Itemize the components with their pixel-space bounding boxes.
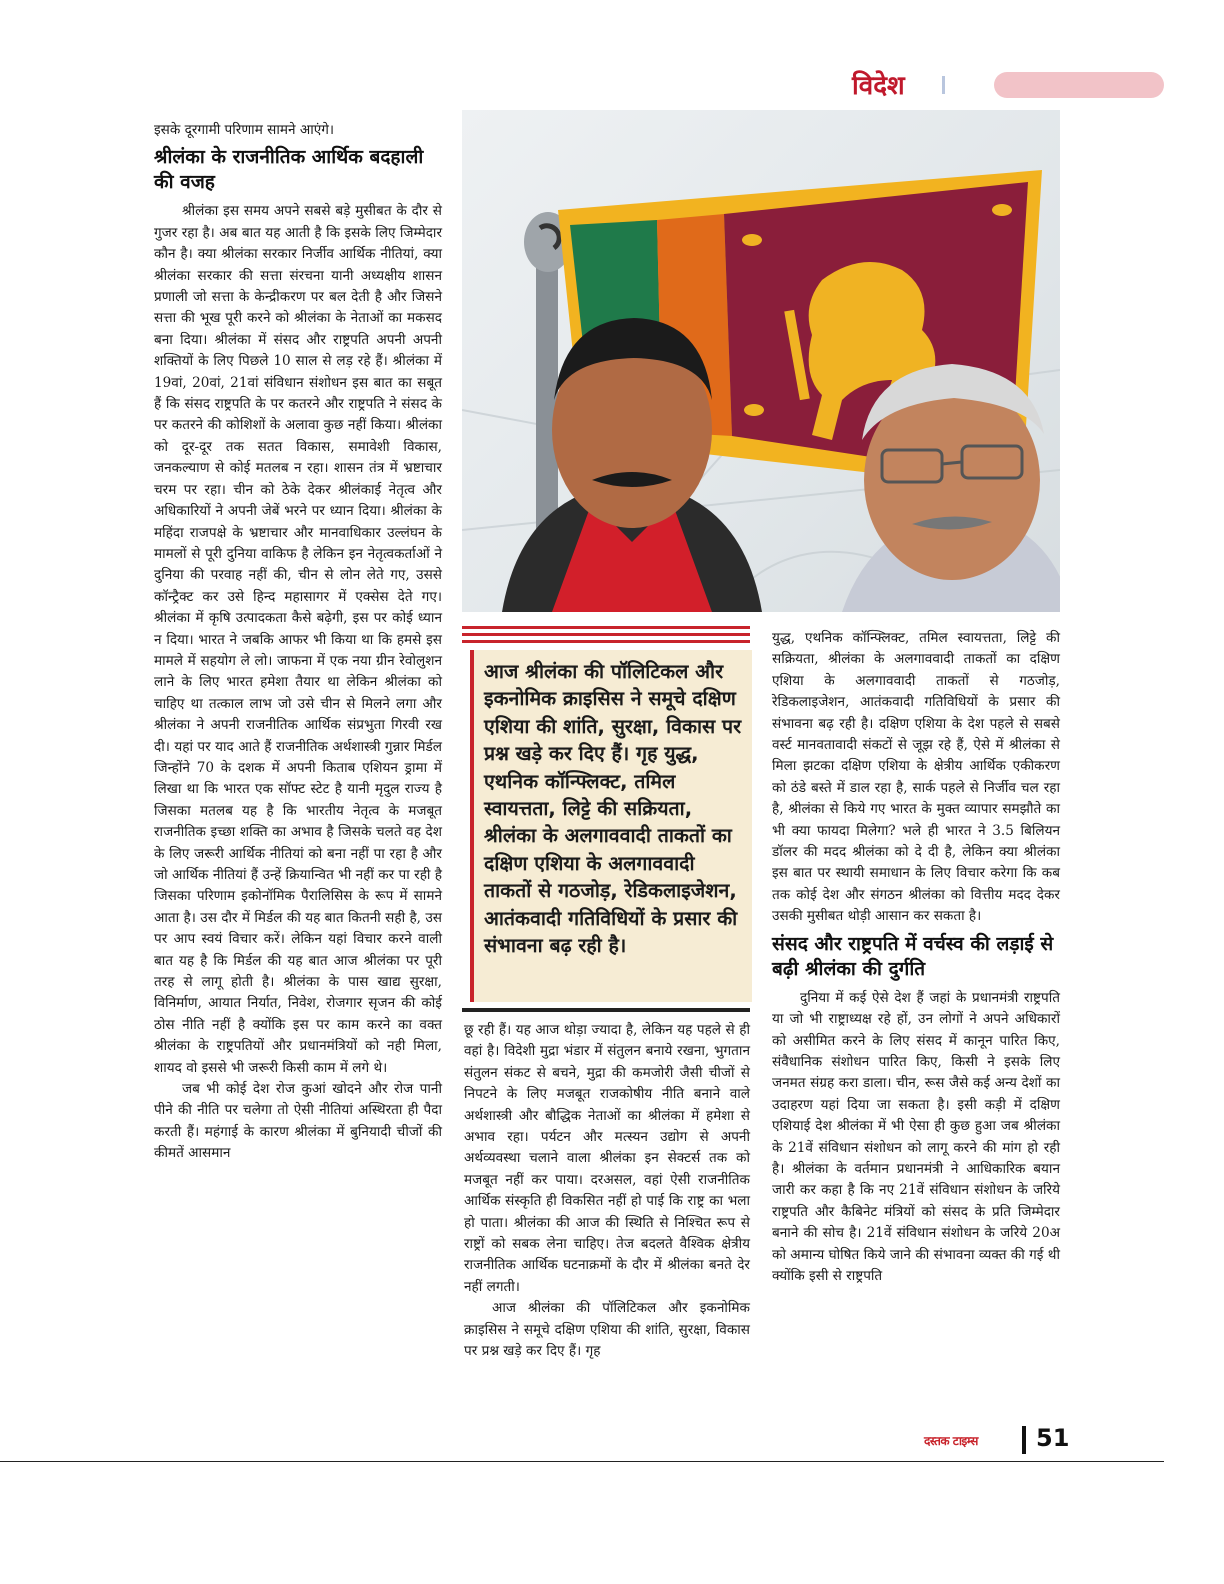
subheading-right: संसद और राष्ट्रपति में वर्चस्व की लड़ाई से बढ़ी श्रीलंका की दुर्गति [772,932,1054,980]
paragraph: दुनिया में कई ऐसे देश हैं जहां के प्रधानमंत्री राष्ट्रपति या जो भी राष्ट्राध्यक्ष रहे हों, उन लोगों ने अपने अधिकारों को असीमित करने के लिए संसद में कानून पारित किए, संवैधानिक संशोधन पारित किए, किसी ने इसके लिए जनमत संग्रह करा डाला। चीन, रूस जैसे कई अन्य देशों का उदाहरण यहां दिया जा सकता है। इसी कड़ी में दक्षिण एशियाई देश श्रीलंका में भी ऐसा ही कुछ हुआ जब श्रीलंका के 21वें संविधान संशोधन को लागू करने की मांग हो रही है। श्रीलंका के वर्तमान प्रधानमंत्री ने आधिकारिक बयान जारी कर कहा है कि नए 21वें संविधान संशोधन के जरिये राष्ट्रपति और कैबिनेट मंत्रियों को संसद के प्रति जिम्मेदार बनाने की सोच है। 21वें संविधान संशोधन के जरिये 20अ को अमान्य घोषित किये जाने की संभावना व्यक्त की गई थी क्योंकि इसी से राष्ट्रपति [772,989,1060,1284]
subheading-left: श्रीलंका के राजनीतिक आर्थिक बदहाली की वजह [154,146,424,194]
publication-logo: दस्तक टाइम्स [924,1434,978,1448]
left-column [154,120,442,1165]
pull-quote-text: आज श्रीलंका की पॉलिटिकल और इकनोमिक क्राइसिस ने समूचे दक्षिण एशिया की शांति, सुरक्षा, विकास पर प्रश्न खड़े कर दिए हैं। गृह युद्ध, एथनिक कॉन्फ्लिक्ट, तमिल स्वायत्तता, लिट्टे की सक्रियता, श्रीलंका के अलगाववादी ताकतों का दक्षिण एशिया के अलगाववादी ताकतों से गठजोड़, रेडिकलाइजेशन, आतंकवादी गतिविधियों के प्रसार की संभावना बढ़ रही है। [484,660,742,958]
header-divider [942,76,945,94]
quote-top-rules [462,626,750,647]
page-number: 51 [1036,1424,1070,1452]
paragraph: छू रही हैं। यह आज थोड़ा ज्यादा है, लेकिन यह पहले से ही वहां है। विदेशी मुद्रा भंडार में संतुलन बनाये रखना, भुगतान संतुलन संकट से बचने, मुद्रा की कमजोरी जैसी चीजों से निपटने के लिए मजबूत राजकोषीय नीति बनाने वाले अर्थशास्त्री और बौद्धिक नेताओं का श्रीलंका में हमेशा से अभाव रहा। पर्यटन और मत्स्यन उद्योग से अपनी अर्थव्यवस्था चलाने वाला श्रीलंका इन सेक्टर्स तक को मजबूत नहीं कर पाया। दरअसल, वहां ऐसी राजनीतिक आर्थिक संस्कृति ही विकसित नहीं हो पाई कि राष्ट्र का भला हो पाता। श्रीलंका की आज की स्थिति से निश्चित रूप से राष्ट्रों को सबक लेना चाहिए। तेज बदलते वैश्विक क्षेत्रीय राजनीतिक आर्थिक घटनाक्रमों के दौर में श्रीलंका बनते देर नहीं लगती। [464,1022,750,1295]
middle-column [464,1020,750,1363]
pull-quote [470,650,752,1002]
footer-separator [1022,1426,1026,1454]
paragraph: आज श्रीलंका की पॉलिटिकल और इकनोमिक क्राइसिस ने समूचे दक्षिण एशिया की शांति, सुरक्षा, विकास पर प्रश्न खड़े कर दिए हैं। गृह [464,1300,750,1360]
section-label: विदेश [852,71,905,101]
paragraph: जब भी कोई देश रोज कुआं खोदने और रोज पानी पीने की नीति पर चलेगा तो ऐसी नीतियां अस्थिरता ही पैदा करती हैं। महंगाई के कारण श्रीलंका में बुनियादी चीजों की कीमतें आसमान [154,1081,442,1162]
quote-bottom-rule [462,1008,750,1012]
paragraph: श्रीलंका इस समय अपने सबसे बड़े मुसीबत के दौर से गुजर रहा है। अब बात यह आती है कि इसके लिए जिम्मेदार कौन है। क्या श्रीलंका सरकार निर्जीव आर्थिक नीतियां, क्या श्रीलंका सरकार की सत्ता संरचना यानी अध्यक्षीय शासन प्रणाली जो सत्ता के केन्द्रीकरण पर बल देती है और जिसने सत्ता की भूख पूरी करने को श्रीलंका के नेताओं का मकसद बना दिया। श्रीलंका में संसद और राष्ट्रपति अपनी अपनी शक्तियों के लिए पिछले 10 साल से लड़ रहे हैं। श्रीलंका में 19वां, 20वां, 21वां संविधान संशोधन इस बात का सबूत हैं कि संसद राष्ट्रपति के पर कतरने और राष्ट्रपति ने संसद के पर कतरने की कोशिशों के अलावा कुछ नहीं किया। श्रीलंका को दूर-दूर तक सतत विकास, समावेशी विकास, जनकल्याण से कोई मतलब न रहा। शासन तंत्र में भ्रष्टाचार चरम पर रहा। चीन को ठेके देकर श्रीलंकाई नेतृत्व और अधिकारियों ने अपनी जेबें भरने पर ध्यान दिया। श्रीलंका के महिंदा राजपक्षे के भ्रष्टाचार और मानवाधिकार उल्लंघन के मामलों से पूरी दुनिया वाकिफ है लेकिन इन नेतृत्वकर्ताओं ने दुनिया की परवाह नहीं की, चीन से लोन लेते गए, उससे कॉन्ट्रैक्ट कर उसे हिन्द महासागर में एक्सेस देते गए। श्रीलंका में कृषि उत्पादकता कैसे बढ़ेगी, इस पर कोई ध्यान न दिया। भारत ने जबकि आफर भी किया था कि हमसे इस मामले में सहयोग ले लो। जाफना में एक नया ग्रीन रेवोलुशन लाने के लिए भारत हमेशा तैयार था लेकिन श्रीलंका को चाहिए था तत्काल लाभ जो उसे चीन से मिलने लगा और श्रीलंका ने अपनी राजनीतिक आर्थिक संप्रभुता गिरवी रख दी। यहां पर याद आते हैं राजनीतिक अर्थशास्त्री गुन्नार मिर्डल जिन्होंने 70 के दशक में अपनी किताब एशियन ड्रामा में लिखा था कि भारत एक सॉफ्ट स्टेट है यानी मृदुल राज्य है जिसका मतलब यह है कि भारतीय नेतृत्व के मजबूत राजनीतिक इच्छा शक्ति का अभाव है जिसके चलते वह देश के लिए जरूरी आर्थिक नीतियां को बना नहीं पा रहा है और जो आर्थिक नीतियां हैं उन्हें क्रियान्वित भी नहीं कर पा रही है जिसका परिणाम इकोनॉमिक पैरालिसिस के रूप में सामने आता है। उस दौर में मिर्डल की यह बात कितनी सही है, उस पर आप स्वयं विचार करें। लेकिन यहां विचार करने वाली बात यह है कि मिर्डल की यह बात आज श्रीलंका पर पूरी तरह से लागू होती है। श्रीलंका के पास खाद्य सुरक्षा, विनिर्माण, आयात निर्यात, निवेश, रोजगार सृजन की कोई ठोस नीति नहीं है क्योंकि इस पर काम करने का वक्त श्रीलंका के राष्ट्रपतियों और प्रधानमंत्रियों को नही मिला, शायद वो इससे भी जरूरी किसी काम में लगे थे। [154,203,442,1076]
footer-line [0,1461,1164,1462]
right-column [772,628,1060,1287]
hero-image [462,110,1060,612]
paragraph: युद्ध, एथनिक कॉन्फ्लिक्ट, तमिल स्वायत्तता, लिट्टे की सक्रियता, श्रीलंका के अलगाववादी ताकतों का दक्षिण एशिया के अलगाववादी ताकतों से गठजोड़, रेडिकलाइजेशन, आतंकवादी गतिविधियों के प्रसार की संभावना बढ़ रही है। दक्षिण एशिया के देश पहले से सबसे वर्स्ट मानवतावादी संकटों से जूझ रहे हैं, ऐसे में श्रीलंका से मिला झटका दक्षिण एशिया के क्षेत्रीय आर्थिक एकीकरण को ठंडे बस्ते में डाल रहा है, सार्क पहले से निर्जीव चल रहा है, श्रीलंका से किये गए भारत के मुक्त व्यापार समझौते का भी क्या फायदा मिलेगा? भले ही भारत ने 3.5 बिलियन डॉलर की मदद श्रीलंका को दे दी है, लेकिन क्या श्रीलंका इस बात पर स्थायी समाधान के लिए विचार करेगा कि कब तक कोई देश और संगठन श्रीलंका को वित्तीय मदद देकर उसकी मुसीबत थोड़ी आसान कर सकता है। [772,630,1060,925]
lead-line: इसके दूरगामी परिणाम सामने आएंगे। [154,122,335,138]
flag-illustration [462,110,1060,612]
header-pill [994,72,1164,98]
